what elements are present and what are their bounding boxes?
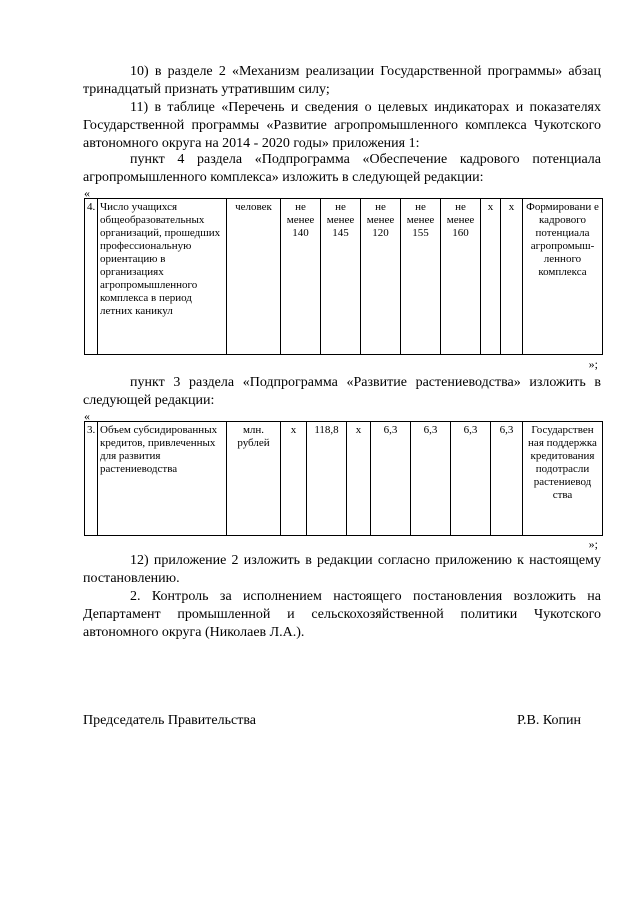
value-cell: не менее 145 — [321, 199, 361, 355]
value-cell: не менее 140 — [281, 199, 321, 355]
quote-open-2: « — [84, 409, 90, 423]
paragraph-point-4: пункт 4 раздела «Подпрограмма «Обеспечение кадрового потенциала агропромышленного комплекса» изложить в следующей редакции: — [83, 152, 601, 185]
value-cell: не менее 160 — [441, 199, 481, 355]
signature-title: Председатель Правительства — [83, 713, 256, 728]
indicator-name: Число учащихся общеобразовательных организаций, прошедших профессиональную ориентацию в организациях агропромышленного комплекса в период летних каникул — [98, 199, 227, 355]
quote-open-1: « — [84, 186, 90, 200]
paragraph-control: 2. Контроль за исполнением настоящего постановления возложить на Департамент промышленной и сельскохозяйственной политики Чукотского автономного округа (Николаев Л.А.). — [83, 589, 601, 640]
unit: человек — [227, 199, 281, 355]
value-cell: 6,3 — [451, 422, 491, 536]
value-cell: х — [501, 199, 523, 355]
value-cell: 118,8 — [307, 422, 347, 536]
value-cell: не менее 120 — [361, 199, 401, 355]
value-cell: х — [481, 199, 501, 355]
quote-close-2: »; — [588, 537, 598, 551]
row-number: 3. — [85, 422, 98, 536]
quote-close-1: »; — [588, 357, 598, 371]
value-cell: 6,3 — [491, 422, 523, 536]
indicator-name: Объем субсидированных кредитов, привлеченных для развития растениеводства — [98, 422, 227, 536]
value-cell: 6,3 — [371, 422, 411, 536]
note-cell: Государствен ная поддержка кредитования подотрасли растениевод ства — [523, 422, 603, 536]
value-cell: не менее 155 — [401, 199, 441, 355]
indicator-table-1 — [84, 198, 603, 355]
paragraph-point-3: пункт 3 раздела «Подпрограмма «Развитие растениеводства» изложить в следующей редакции: — [83, 375, 601, 408]
table-row — [85, 422, 603, 536]
paragraph-item-11: 11) в таблице «Перечень и сведения о целевых индикаторах и показателях Государственной программы «Развитие агропромышленного комплекса Чукотского автономного округа на 2014 - 2020 годы» приложения 1: — [83, 100, 601, 151]
value-cell: 6,3 — [411, 422, 451, 536]
indicator-table-2 — [84, 421, 603, 536]
table-row — [85, 199, 603, 355]
paragraph-item-12: 12) приложение 2 изложить в редакции согласно приложению к настоящему постановлению. — [83, 553, 601, 586]
value-cell: х — [281, 422, 307, 536]
row-number: 4. — [85, 199, 98, 355]
paragraph-item-10: 10) в разделе 2 «Механизм реализации Государственной программы» абзац тринадцатый признать утратившим силу; — [83, 64, 601, 97]
note-cell: Формировани е кадрового потенциала агропромыш-ленного комплекса — [523, 199, 603, 355]
signature-name: Р.В. Копин — [517, 713, 581, 728]
value-cell: х — [347, 422, 371, 536]
unit: млн. рублей — [227, 422, 281, 536]
